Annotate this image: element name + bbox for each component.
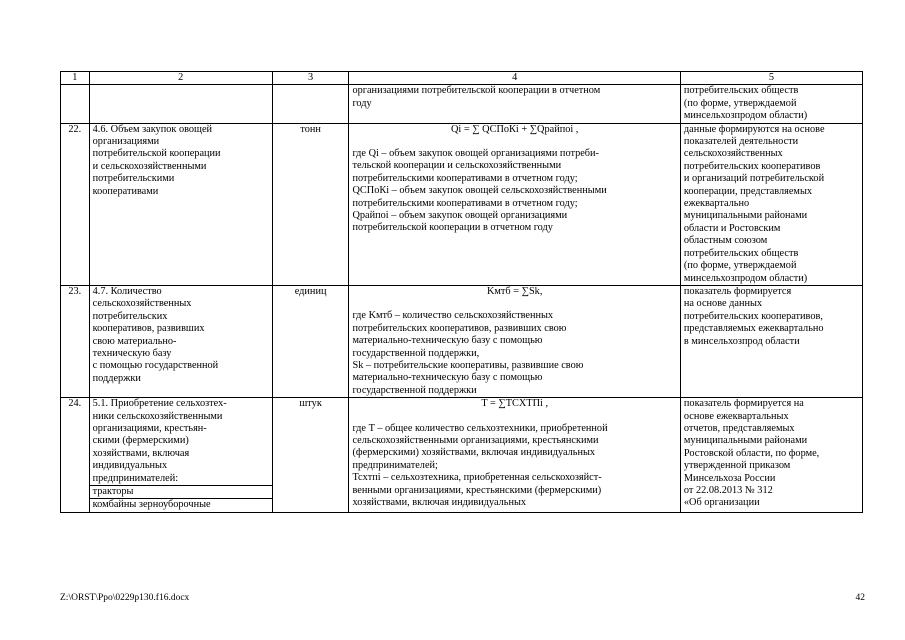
text-line: поддержки <box>92 372 141 384</box>
header-cell-4: 4 <box>349 72 680 85</box>
text-line: муниципальными районами <box>683 435 808 447</box>
text-line: кооперативов, развивших <box>92 323 205 335</box>
text-line: «Об организации <box>683 497 760 509</box>
text-line: на основе данных <box>683 298 763 310</box>
text-line: государственной поддержки <box>352 384 477 396</box>
text-line: области и Ростовским <box>683 222 781 234</box>
subitem-combines: комбайны зерноуборочные <box>90 498 272 511</box>
cell-name <box>89 85 272 123</box>
text-line: потребительских обществ <box>683 85 799 97</box>
text-line: году <box>352 97 372 109</box>
header-cell-1: 1 <box>61 72 90 85</box>
text-line: (по форме, утверждаемой <box>683 97 797 109</box>
cell-num <box>61 85 90 123</box>
text-line: потребительских кооперативов, развивших свою <box>352 322 567 334</box>
data-source <box>680 398 862 513</box>
header-cell-3: 3 <box>272 72 349 85</box>
text-line: областным союзом <box>683 235 768 247</box>
text-line: потребительской кооперации в отчетном году <box>352 222 553 234</box>
text-line: минсельхозпродом области) <box>683 272 808 284</box>
unit-of-measure: штук <box>272 398 349 513</box>
text-line: 4.7. Количество <box>92 285 162 297</box>
text-line: показатель формируется <box>683 285 792 297</box>
indicators-table <box>60 71 863 513</box>
calculation-method <box>349 398 680 513</box>
text-line: Минсельхоза России <box>683 472 776 484</box>
text-line: и сельскохозяйственными <box>92 160 207 172</box>
text-line: кооперации, представляемых <box>683 185 813 197</box>
page-number: 42 <box>855 593 865 603</box>
text-line: ежеквартально <box>683 198 750 210</box>
text-line: (фермерскими) хозяйствами, включая индивидуальных <box>352 447 596 459</box>
text-line: предпринимателей; <box>352 459 438 471</box>
text-line: организациями, крестьян- <box>92 422 207 434</box>
text-line: утвержденной приказом <box>683 460 791 472</box>
header-cell-5: 5 <box>680 72 862 85</box>
text-line: где Kмтб – количество сельскохозяйственных <box>352 310 554 322</box>
row-number: 24. <box>61 398 90 513</box>
text-line: организациями потребительской кооперации в отчетном <box>352 85 601 97</box>
calculation-method <box>349 285 680 397</box>
table-row-continuation <box>61 85 863 123</box>
text-line: данные формируются на основе <box>683 123 825 135</box>
text-line: материально-техническую базу с помощью <box>352 335 543 347</box>
unit-of-measure: единиц <box>272 285 349 397</box>
indicator-name <box>89 398 272 513</box>
indicator-name <box>89 123 272 285</box>
calculation-method <box>349 123 680 285</box>
data-source <box>680 285 862 397</box>
row-number: 22. <box>61 123 90 285</box>
text-line: свою материально- <box>92 335 177 347</box>
table-row <box>61 123 863 285</box>
text-line: индивидуальных <box>92 460 168 472</box>
text-line: хозяйствами, включая <box>92 447 190 459</box>
text-line: хозяйствами, включая индивидуальных <box>352 497 527 508</box>
text-line: ники сельскохозяйственными <box>92 410 223 422</box>
data-source <box>680 123 862 285</box>
text-line: и организаций потребительской <box>683 173 825 185</box>
text-line: организациями <box>92 136 160 148</box>
text-line: сельскохозяйственными организациями, крестьянскими <box>352 434 599 446</box>
formula: T = ∑TCXTПi , <box>481 398 549 410</box>
file-path: Z:\ORST\Ppo\0229p130.f16.docx <box>60 593 190 603</box>
text-line: от 22.08.2013 № 312 <box>683 485 773 496</box>
text-line: представляемых ежеквартально <box>683 323 824 335</box>
text-line: минсельхозпродом области) <box>683 110 808 122</box>
text-line: показателей деятельности <box>683 136 799 148</box>
cell-source <box>680 85 862 123</box>
text-line: сельскохозяйственных <box>92 298 192 310</box>
text-line: где Qi – объем закупок овощей организациями потреби- <box>352 148 599 160</box>
text-line: техническую базу <box>92 347 172 359</box>
text-line: потребительскими кооперативами в отчетном году; <box>352 197 578 209</box>
text-line: потребительских <box>92 310 168 322</box>
text-line: отчетов, представляемых <box>683 422 795 434</box>
text-line: потребительской кооперации <box>92 148 221 160</box>
text-line: с помощью государственной <box>92 360 219 372</box>
text-line: муниципальными районами <box>683 210 808 222</box>
table-row <box>61 285 863 397</box>
text-line: 5.1. Приобретение сельхозтех- <box>92 398 227 410</box>
text-line: венными организациями, крестьянскими (фермерскими) <box>352 484 602 496</box>
table-header-row <box>61 72 863 85</box>
text-line: потребительских обществ <box>683 247 799 259</box>
text-line: QCПоКi – объем закупок овощей сельскохозяйственными <box>352 185 607 197</box>
text-line: основе ежеквартальных <box>683 410 789 422</box>
text-line: государственной поддержки, <box>352 347 480 359</box>
cell-unit <box>272 85 349 123</box>
text-line: материально-техническую базу с помощью <box>352 372 543 384</box>
text-line: в минсельхозпрод области <box>683 335 800 347</box>
text-line: кооперативами <box>92 185 159 197</box>
formula: Qi = ∑ QCПоКi + ∑Qрайпоi , <box>450 123 579 135</box>
cell-method <box>349 85 680 123</box>
text-line: 4.6. Объем закупок овощей <box>92 123 213 135</box>
text-line: скими (фермерскими) <box>92 435 189 447</box>
text-line: (по форме, утверждаемой <box>683 260 797 272</box>
text-line: Sk – потребительские кооперативы, развившие свою <box>352 359 584 371</box>
text-line: потребительскими <box>92 173 175 185</box>
text-line: сельскохозяйственных <box>683 148 783 160</box>
text-line: потребительскими кооперативами в отчетном году; <box>352 172 578 184</box>
row-number: 23. <box>61 285 90 397</box>
text-line: потребительских кооперативов <box>683 160 821 172</box>
subitem-tractors: тракторы <box>90 485 272 498</box>
text-line: тельской кооперации и сельскохозяйственными <box>352 160 562 172</box>
text-line: потребительских кооперативов, <box>683 310 823 322</box>
unit-of-measure: тонн <box>272 123 349 285</box>
text-line: Ростовской области, по форме, <box>683 447 820 459</box>
formula: Kмтб = ∑Sk, <box>486 285 543 297</box>
table-row <box>61 398 863 513</box>
text-line: показатель формируется на <box>683 398 804 410</box>
text-line: Tcxтпi – сельхозтехника, приобретенная сельскохозяйст- <box>352 472 602 484</box>
header-cell-2: 2 <box>89 72 272 85</box>
text-line: где T – общее количество сельхозтехники, приобретенной <box>352 422 608 434</box>
text-line: предпринимателей: <box>92 472 179 484</box>
indicator-name <box>89 285 272 397</box>
text-line: Qрайпоi – объем закупок овощей организациями <box>352 210 568 222</box>
